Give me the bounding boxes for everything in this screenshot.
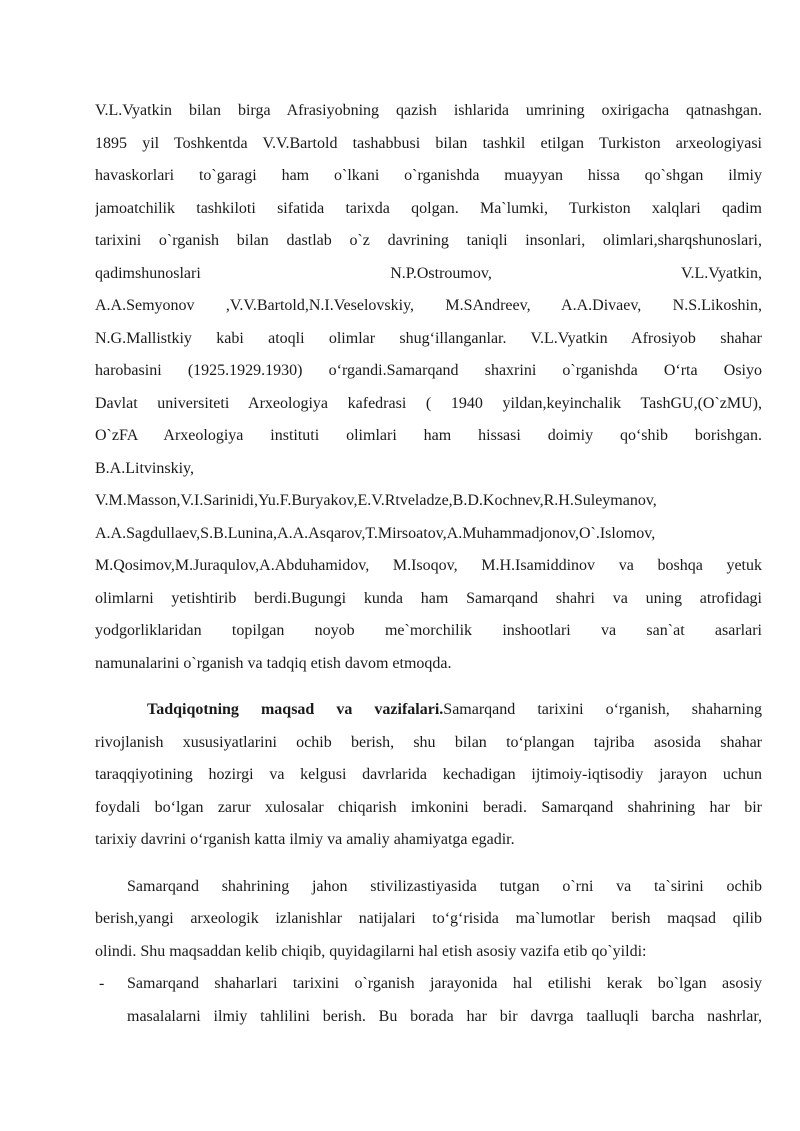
paragraph-2 [95,694,762,857]
text-line: yodgorliklaridan topilgan noyob me`morchilik inshootlari va san`at asarlari [95,622,762,639]
text-line: olindi. Shu maqsaddan kelib chiqib, quyidagilarni hal etish asosiy vazifa etib qo`yildi: [95,942,647,960]
text-line: rivojlanish xususiyatlarini ochib berish, shu bilan to‘plangan tajriba asosida shahar [95,733,762,751]
text-line: havaskorlari to`garagi ham o`lkani o`rganishda muayyan hissa qo`shgan ilmiy [95,167,762,184]
text-line: olimlarni yetishtirib berdi.Bugungi kunda ham Samarqand shahri va uning atrofidagi [95,589,762,607]
section-heading: Tadqiqotning maqsad va vazifalari. [147,701,444,718]
text-line: jamoatchilik tashkiloti sifatida tarixda qolgan. Ma`lumki, Turkiston xalqlari qadim [95,199,762,217]
bullet-line: masalalarni ilmiy tahlilini berish. Bu borada har bir davrga taalluqli barcha nashrlar, [127,1007,762,1025]
text-line: A.A.Semyonov ,V.V.Bartold,N.I.Veselovskiy, M.SAndreev, A.A.Divaev, N.S.Likoshin, [95,297,762,314]
bullet-line [95,968,762,1001]
text-line: taraqqiyotining hozirgi va kelgusi davrlarida kechadigan ijtimoiy-iqtisodiy jarayon uchun [95,766,762,783]
text-line: berish,yangi arxeologik izlanishlar natijalari to‘g‘risida ma`lumotlar berish maqsad qilib [95,910,762,927]
text-line: M.Qosimov,M.Juraqulov,A.Abduhamidov, M.Isoqov, M.H.Isamiddinov va boshqa yetuk [95,557,762,574]
bullet-text: Samarqand shaharlari tarixini o`rganish jarayonida hal etilishi kerak bo`lgan asosiy [127,975,762,992]
text-line: qadimshunoslari N.P.Ostroumov, V.L.Vyatkin, [95,264,762,282]
text-line: 1895 yil Toshkentda V.V.Bartold tashabbusi bilan tashkil etilgan Turkiston arxeologiyasi [95,134,762,152]
text-line: A.A.Sagdullaev,S.B.Lunina,A.A.Asqarov,T.Mirsoatov,A.Muhammadjonov,O`.Islomov, [95,524,656,542]
text-line: Davlat universiteti Arxeologiya kafedrasi ( 1940 yildan,keyinchalik TashGU,(O`zMU), [95,394,762,412]
heading-continuation: Samarqand tarixini o‘rganish, shaharning [443,701,762,718]
text-line: tarixiy davrini o‘rganish katta ilmiy va amaliy ahamiyatga egadir. [95,831,515,848]
text-line: tarixini o`rganish bilan dastlab o`z davrining taniqli insonlari, olimlari,sharqshunoslari, [95,232,762,249]
text-line: N.G.Mallistkiy kabi atoqli olimlar shug‘illanganlar. V.L.Vyatkin Afrosiyob shahar [95,329,762,347]
text-line: namunalarini o`rganish va tadqiq etish davom etmoqda. [95,654,452,672]
paragraph-3 [95,871,762,969]
text-line: Samarqand shahrining jahon stivilizastiyasida tutgan o`rni va ta`sirini ochib [127,877,762,895]
bullet-item [95,968,762,1033]
text-line: V.L.Vyatkin bilan birga Afrasiyobning qazish ishlarida umrining oxirigacha qatnashgan. [95,102,762,119]
paragraph-1 [95,95,762,680]
text-line: foydali bo‘lgan zarur xulosalar chiqarish imkonini beradi. Samarqand shahrining har bir [95,798,762,816]
text-line: B.A.Litvinskiy, [95,459,194,477]
text-line: harobasini (1925.1929.1930) o‘rgandi.Samarqand shaxrini o`rganishda O‘rta Osiyo [95,362,762,379]
text-line: V.M.Masson,V.I.Sarinidi,Yu.F.Buryakov,E.V.Rtveladze,B.D.Kochnev,R.H.Suleymanov, [95,492,657,509]
text-line: O`zFA Arxeologiya instituti olimlari ham hissasi doimiy qo‘shib borishgan. [95,427,762,444]
text-line [95,694,762,727]
bullet-marker: - [99,975,105,992]
